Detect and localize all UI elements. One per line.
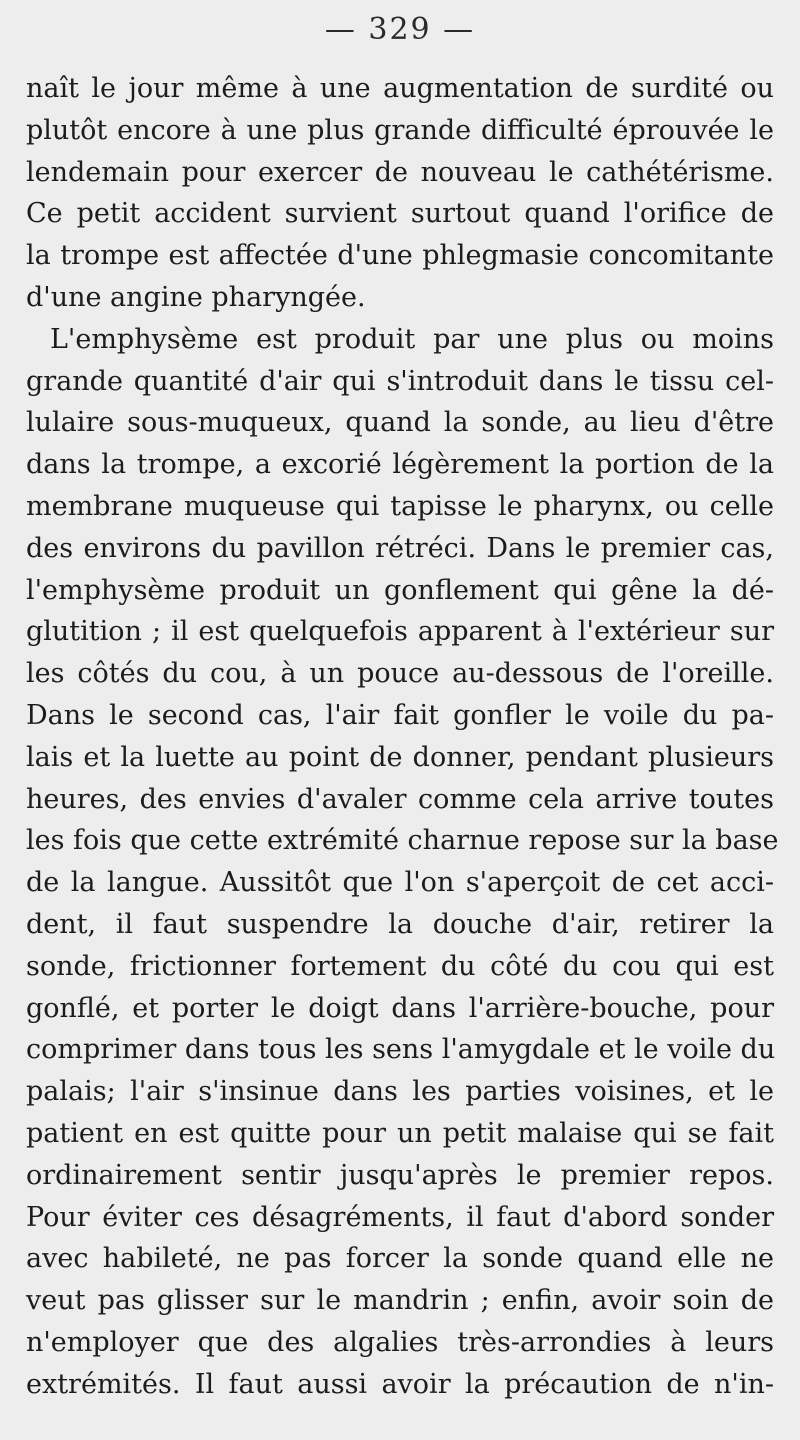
text-line: patient en est quitte pour un petit malaise qui se fait [26,1117,774,1149]
text-line: grande quantité d'air qui s'introduit dans le tissu cel- [26,365,774,397]
page-number-header: — 329 — [324,12,476,47]
text-line: glutition ; il est quelquefois apparent à l'extérieur sur [26,616,774,648]
text-line: d'une angine pharyngée. [26,281,366,313]
text-line: avec habileté, ne pas forcer la sonde quand elle ne [26,1243,774,1275]
text-line: lendemain pour exercer de nouveau le cathétérisme. [26,156,774,188]
text-line: les côtés du cou, à un pouce au-dessous de l'oreille. [26,658,774,690]
text-line: extrémités. Il faut aussi avoir la précaution de n'in- [26,1368,774,1400]
text-line: des environs du pavillon rétréci. Dans le premier cas, [26,532,774,564]
text-line: comprimer dans tous les sens l'amygdale et le voile du [26,1034,776,1066]
text-line: n'employer que des algalies très-arrondies à leurs [26,1326,774,1358]
text-line: Dans le second cas, l'air fait gonfler le voile du pa- [26,699,774,731]
text-line: lulaire sous-muqueux, quand la sonde, au lieu d'être [26,407,774,439]
text-line: ordinairement sentir jusqu'après le premier repos. [26,1159,774,1191]
text-line: dent, il faut suspendre la douche d'air, retirer la [26,908,774,940]
text-line: les fois que cette extrémité charnue repose sur la base [26,825,779,857]
body-text [26,68,779,1406]
text-line: L'emphysème est produit par une plus ou moins [50,323,774,355]
text-line: Pour éviter ces désagréments, il faut d'abord sonder [26,1201,774,1233]
text-line: la trompe est affectée d'une phlegmasie concomitante [26,240,774,272]
text-line: dans la trompe, a excorié légèrement la portion de la [26,449,774,481]
text-line: membrane muqueuse qui tapisse le pharynx, ou celle [26,490,774,522]
text-line: heures, des envies d'avaler comme cela arrive toutes [26,783,774,815]
text-line: naît le jour même à une augmentation de surdité ou [26,73,774,104]
text-line: l'emphysème produit un gonflement qui gêne la dé- [26,574,774,606]
text-line: plutôt encore à une plus grande difficulté éprouvée le [26,114,774,146]
text-line: gonflé, et porter le doigt dans l'arrière-bouche, pour [26,992,774,1024]
text-line: veut pas glisser sur le mandrin ; enfin, avoir soin de [26,1285,774,1317]
text-line: Ce petit accident survient surtout quand l'orifice de [26,198,774,230]
text-line: de la langue. Aussitôt que l'on s'aperçoit de cet acci- [26,867,774,899]
text-line: sonde, frictionner fortement du côté du cou qui est [26,950,774,982]
text-line: lais et la luette au point de donner, pendant plusieurs [26,741,774,773]
text-line: palais; l'air s'insinue dans les parties voisines, et le [26,1076,774,1108]
